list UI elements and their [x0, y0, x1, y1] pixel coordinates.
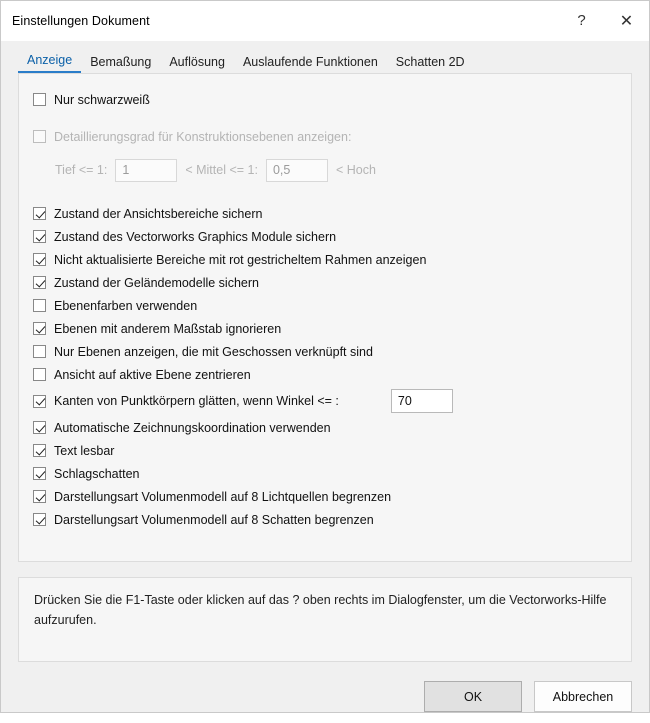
- checkbox-schlagschatten[interactable]: [33, 467, 46, 480]
- tab-aufloesung[interactable]: Auflösung: [169, 55, 225, 70]
- option-label: Nur schwarzweiß: [54, 92, 150, 107]
- tab-auslaufende-funktionen[interactable]: Auslaufende Funktionen: [242, 55, 378, 70]
- help-icon[interactable]: ?: [577, 12, 586, 29]
- option-ebenen-anderer-massstab[interactable]: [33, 317, 617, 340]
- checkbox-ansichtsbereiche-sichern[interactable]: [33, 207, 46, 220]
- checkbox-nur-ebenen-geschosse[interactable]: [33, 345, 46, 358]
- title-bar: [1, 1, 649, 41]
- spacer: [33, 183, 617, 202]
- cancel-button[interactable]: Abbrechen: [534, 681, 632, 712]
- option-label: Zustand der Geländemodelle sichern: [54, 275, 259, 290]
- option-vgm-sichern[interactable]: [33, 225, 617, 248]
- option-kanten-glaetten-row: [33, 386, 617, 416]
- detail-level-row: [55, 157, 617, 183]
- detail-high-label: < Hoch: [335, 163, 376, 178]
- tab-strip: [18, 50, 649, 73]
- close-icon[interactable]: ✕: [619, 12, 634, 30]
- checkbox-zeichnungskoordination[interactable]: [33, 421, 46, 434]
- option-schlagschatten[interactable]: [33, 462, 617, 485]
- checkbox-kanten-glaetten[interactable]: [33, 395, 46, 408]
- option-schatten-begrenzen[interactable]: [33, 508, 617, 531]
- option-nicht-aktualisierte-bereiche[interactable]: [33, 248, 617, 271]
- help-text: Drücken Sie die F1-Taste oder klicken auf das ? oben rechts im Dialogfenster, um die Vectorworks-Hilfe aufzurufen.: [34, 593, 607, 627]
- anzeige-panel: [18, 73, 632, 562]
- detail-low-label: Tief <= 1:: [55, 163, 108, 178]
- tab-bemassung[interactable]: Bemaßung: [90, 55, 152, 70]
- checkbox-gelaendemodelle-sichern[interactable]: [33, 276, 46, 289]
- checkbox-nur-schwarzweiss[interactable]: [33, 93, 46, 106]
- checkbox-ebenenfarben-verwenden[interactable]: [33, 299, 46, 312]
- option-zeichnungskoordination[interactable]: [33, 416, 617, 439]
- option-label: Automatische Zeichnungskoordination verwenden: [54, 420, 331, 435]
- ok-button[interactable]: OK: [424, 681, 522, 712]
- option-ebenenfarben-verwenden[interactable]: [33, 294, 617, 317]
- checkbox-vgm-sichern[interactable]: [33, 230, 46, 243]
- spacer: [33, 148, 617, 157]
- option-label: Text lesbar: [54, 443, 115, 458]
- window-title: Einstellungen Dokument: [12, 13, 150, 28]
- option-detaillierungsgrad[interactable]: [33, 125, 617, 148]
- detail-mid-input[interactable]: 0,5: [266, 159, 328, 182]
- option-nur-ebenen-geschosse[interactable]: [33, 340, 617, 363]
- checkbox-detaillierungsgrad[interactable]: [33, 130, 46, 143]
- checkbox-ebenen-anderer-massstab[interactable]: [33, 322, 46, 335]
- option-label: Ansicht auf aktive Ebene zentrieren: [54, 367, 251, 382]
- option-label: Kanten von Punktkörpern glätten, wenn Winkel <= :: [54, 394, 339, 409]
- detail-mid-label: < Mittel <= 1:: [185, 163, 258, 178]
- button-bar: [18, 681, 632, 712]
- option-label: Ebenenfarben verwenden: [54, 298, 198, 313]
- option-nur-schwarzweiss[interactable]: [33, 88, 617, 111]
- detail-low-input[interactable]: 1: [115, 159, 177, 182]
- checkbox-nicht-aktualisierte-bereiche[interactable]: [33, 253, 46, 266]
- desktop-strip: [0, 713, 650, 723]
- option-label: Zustand der Ansichtsbereiche sichern: [54, 206, 263, 221]
- option-label: Nicht aktualisierte Bereiche mit rot gestricheltem Rahmen anzeigen: [54, 252, 427, 267]
- option-ansicht-aktive-ebene[interactable]: [33, 363, 617, 386]
- option-label: Darstellungsart Volumenmodell auf 8 Schatten begrenzen: [54, 512, 374, 527]
- option-ansichtsbereiche-sichern[interactable]: [33, 202, 617, 225]
- tab-schatten-2d[interactable]: Schatten 2D: [395, 55, 465, 70]
- option-label: Darstellungsart Volumenmodell auf 8 Lichtquellen begrenzen: [54, 489, 392, 504]
- checkbox-schatten-begrenzen[interactable]: [33, 513, 46, 526]
- option-text-lesbar[interactable]: [33, 439, 617, 462]
- option-label: Detaillierungsgrad für Konstruktionsebenen anzeigen:: [54, 129, 352, 144]
- option-label: Schlagschatten: [54, 466, 140, 481]
- option-lichtquellen-begrenzen[interactable]: [33, 485, 617, 508]
- checkbox-ansicht-aktive-ebene[interactable]: [33, 368, 46, 381]
- option-label: Nur Ebenen anzeigen, die mit Geschossen verknüpft sind: [54, 344, 373, 359]
- option-gelaendemodelle-sichern[interactable]: [33, 271, 617, 294]
- checkbox-text-lesbar[interactable]: [33, 444, 46, 457]
- smooth-angle-input[interactable]: 70: [391, 389, 453, 413]
- option-label: Ebenen mit anderem Maßstab ignorieren: [54, 321, 282, 336]
- spacer: [33, 111, 617, 125]
- option-label: Zustand des Vectorworks Graphics Module sichern: [54, 229, 337, 244]
- checkbox-lichtquellen-begrenzen[interactable]: [33, 490, 46, 503]
- help-text-box: [18, 577, 632, 662]
- tab-anzeige[interactable]: Anzeige: [18, 51, 81, 73]
